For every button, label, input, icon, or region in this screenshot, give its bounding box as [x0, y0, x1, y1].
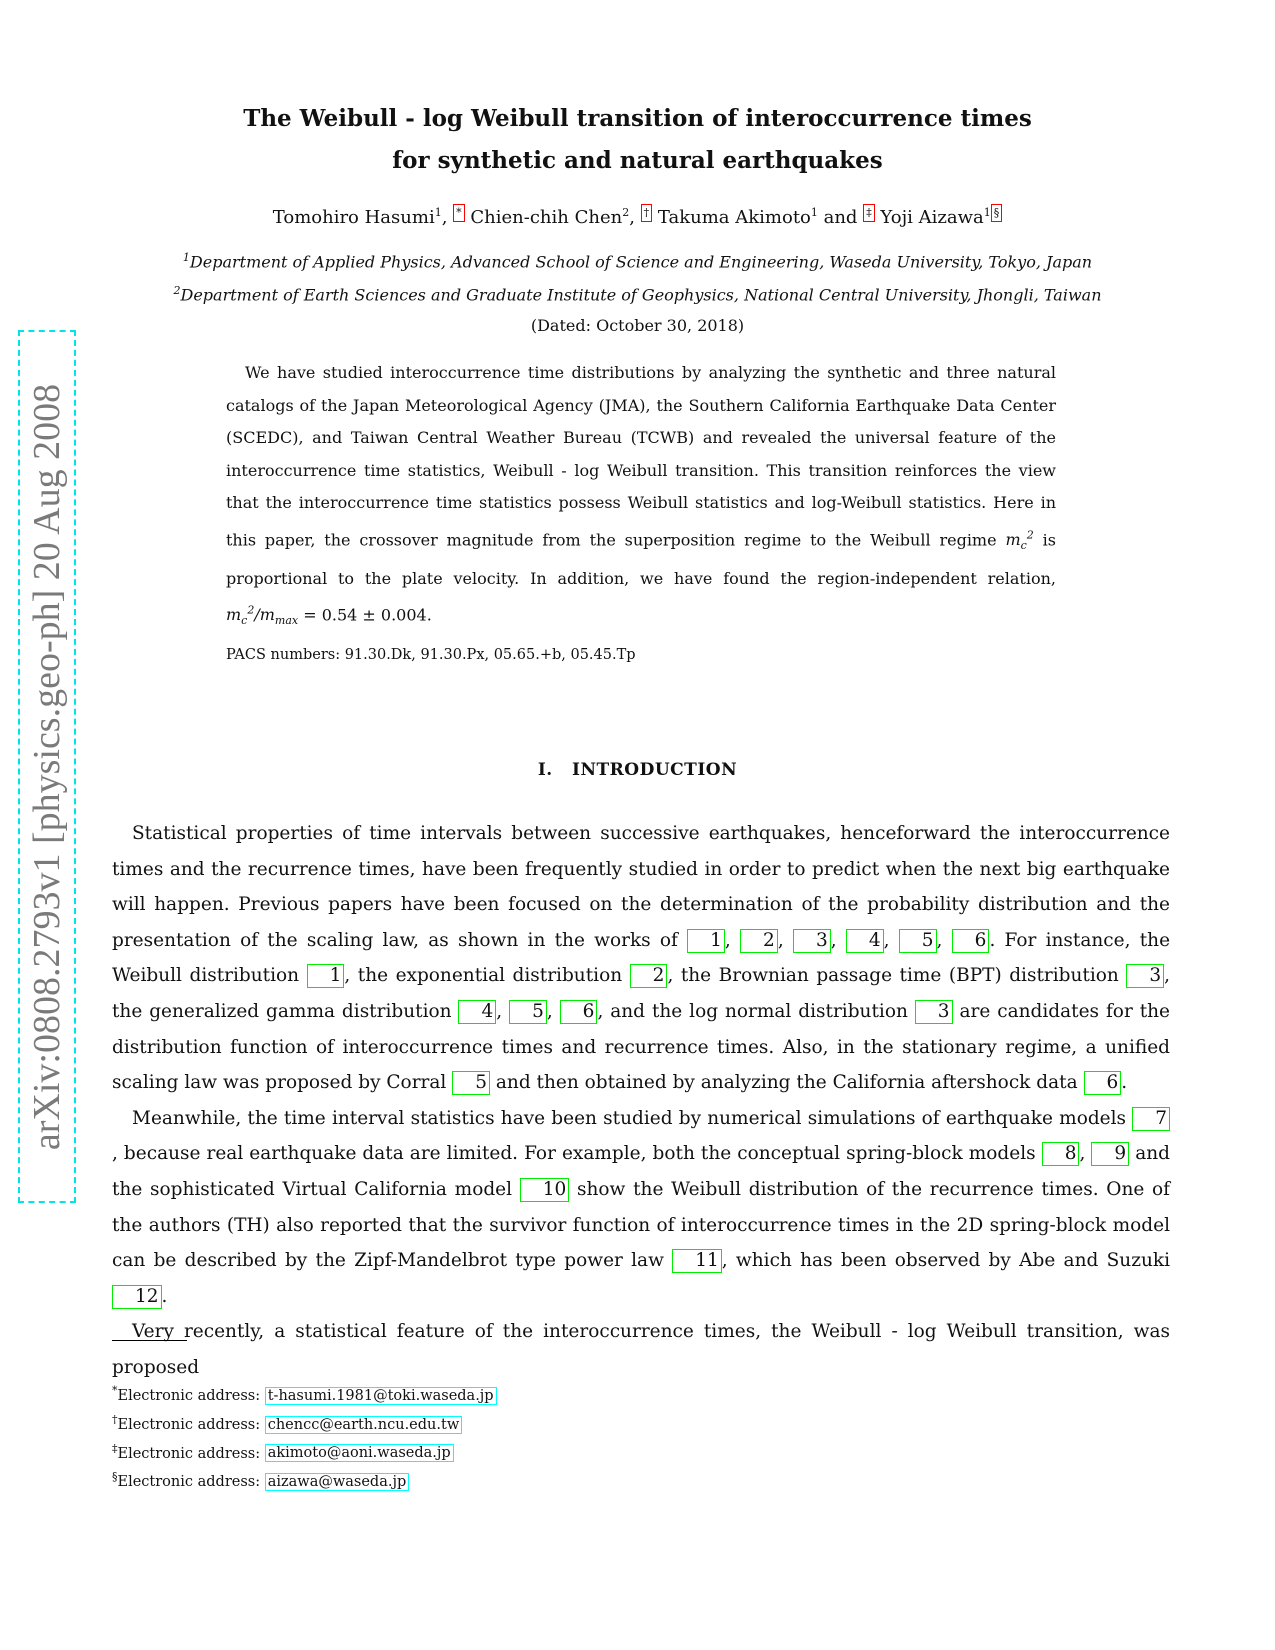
affiliation-text: Department of Applied Physics, Advanced School of Science and Engineering, Waseda University, Tokyo, Japan: [189, 252, 1093, 272]
footnote-label: Electronic address:: [117, 1474, 265, 1491]
email-link[interactable]: chencc@earth.ncu.edu.tw: [265, 1416, 463, 1434]
title-line-2: for synthetic and natural earthquakes: [392, 147, 883, 174]
author-separator: and: [817, 207, 864, 228]
author-affil-mark: 1: [434, 206, 442, 219]
footnote-link[interactable]: ‡: [863, 204, 875, 222]
abstract-text: We have studied interoccurrence time distributions by analyzing the synthetic and three natural catalogs of the Japan Meteorological Agency (JMA), the Southern California Earthquake Data Center (SCEDC), and Taiwan Central Weather Bureau (TCWB) and revealed the universal feature of the interoccurrence time statistics, Weibull - log Weibull transition. This transition reinforces the view that the interoccurrence time statistics possess Weibull statistics and log-Weibull statistics. Here in this paper, the crossover magnitude from the superposition regime to the Weibull regime: [226, 363, 1056, 549]
citation-link[interactable]: 9: [1091, 1142, 1129, 1166]
paragraph-text: , the Brownian passage time (BPT) distribution: [667, 965, 1127, 987]
author-name: Chien-chih Chen: [470, 207, 623, 228]
affiliation-text: Department of Earth Sciences and Graduate Institute of Geophysics, National Central University, Jhongli, Taiwan: [180, 285, 1102, 305]
section-title: INTRODUCTION: [572, 760, 738, 780]
affiliation-1: [0, 251, 1275, 271]
footnote: [112, 1408, 497, 1437]
author-list: [0, 204, 1275, 228]
author-separator: ,: [629, 207, 641, 228]
citation-link[interactable]: 6: [560, 1000, 598, 1024]
footnote-link[interactable]: §: [991, 204, 1003, 222]
email-link[interactable]: t-hasumi.1981@toki.waseda.jp: [265, 1387, 497, 1405]
email-link[interactable]: aizawa@waseda.jp: [265, 1473, 410, 1491]
citation-link[interactable]: 1: [307, 964, 345, 988]
abstract-text-2: is proportional to the plate velocity. In addition, we have found the region-independent relation,: [226, 529, 1056, 588]
paragraph-text: and the sophisticated Virtual California model: [112, 1143, 1170, 1200]
citation-link[interactable]: 5: [452, 1071, 490, 1095]
abstract-text-3: = 0.54 ± 0.004.: [298, 605, 432, 625]
paragraph-text: Meanwhile, the time interval statistics have been studied by numerical simulations of earthquake models: [132, 1107, 1133, 1129]
footnotes: [112, 1379, 497, 1494]
arxiv-id: arXiv:0808.2793v1 [physics.geo-ph] 20 Aug 2008: [26, 383, 68, 1150]
citation-link[interactable]: 10: [520, 1178, 570, 1202]
paragraph-text: are candidates for the distribution function of interoccurrence times and recurrence times. Also, in the stationary regime, a unified scaling law was proposed by Corral: [112, 1000, 1171, 1094]
affiliation-number: 1: [182, 251, 190, 264]
intro-paragraph-1: Statistical properties of time intervals between successive earthquakes, henceforward the interoccurrence times and the recurrence times, have been frequently studied in order to predict when the next big earthquake will happen. Previous papers have been focused on the determination of the probability distribution and the presentation of the scaling law, as shown in the works of 1 , 2 , 3 , 4 , 5 , 6 . For instance, the Weibull distribution 1 , the exponential distribution 2 , the Brownian passage time (BPT) distribution 3 , the generalized gamma distribution 4 , 5 , 6 , and the log normal distribution 3 are candidates for the distribution function of interoccurrence times and recurrence times. Also, in the stationary regime, a unified scaling law was proposed by Corral 5 and then obtained by analyzing the California aftershock data 6 .: [112, 823, 1171, 1094]
title-line-1: The Weibull - log Weibull transition of interoccurrence times: [243, 105, 1032, 132]
footnote-rule: [112, 1340, 187, 1341]
citation-link[interactable]: 2: [740, 929, 778, 953]
author-separator: ,: [441, 207, 454, 228]
footnote-label: Electronic address:: [117, 1445, 265, 1462]
citation-link[interactable]: 11: [672, 1249, 722, 1273]
citation-link[interactable]: 8: [1042, 1142, 1080, 1166]
paragraph-text: .: [161, 1285, 168, 1307]
citation-link[interactable]: 3: [915, 1000, 953, 1024]
paper-title: [0, 98, 1275, 182]
citation-link[interactable]: 1: [687, 929, 725, 953]
footnote-link[interactable]: †: [641, 204, 653, 222]
affiliation-2: [0, 284, 1275, 304]
introduction-body: [112, 816, 1170, 1386]
email-link[interactable]: akimoto@aoni.waseda.jp: [265, 1444, 454, 1462]
paragraph-text: , the generalized gamma distribution: [112, 965, 1170, 1022]
footnote-mark: §: [112, 1470, 118, 1484]
footnote: [112, 1379, 497, 1408]
paragraph-text: .: [1121, 1072, 1128, 1094]
abstract: [226, 357, 1056, 638]
intro-paragraph-3: Very recently, a statistical feature of the interoccurrence times, the Weibull - log Weibull transition, was proposed: [112, 1321, 1170, 1378]
paragraph-text: , and the log normal distribution: [597, 1000, 915, 1022]
author-name: Yoji Aizawa: [880, 207, 984, 228]
footnote-mark: *: [112, 1384, 118, 1397]
paragraph-text: and then obtained by analyzing the California aftershock data: [490, 1072, 1084, 1094]
affiliation-number: 2: [173, 284, 181, 297]
citation-link[interactable]: 6: [952, 929, 990, 953]
section-number: I.: [537, 760, 553, 780]
paragraph-text: , because real earthquake data are limited. For example, both the conceptual spring-block models: [112, 1143, 1042, 1165]
intro-paragraph-2: Meanwhile, the time interval statistics have been studied by numerical simulations of earthquake models 7, because real earthquake data are limited. For example, both the conceptual spring-block models 8 , 9 and the sophisticated Virtual California model 10 show the Weibull distribution of the recurrence times. One of the authors (TH) also reported that the survivor function of interoccurrence times in the 2D spring-block model can be described by the Zipf-Mandelbrot type power law 11 , which has been observed by Abe and Suzuki 12 .: [112, 1107, 1171, 1307]
citation-link[interactable]: 5: [509, 1000, 547, 1024]
paragraph-text: show the Weibull distribution of the recurrence times. One of the authors (TH) also reported that the survivor function of interoccurrence times in the 2D spring-block model can be described by the Zipf-Mandelbrot type power law: [112, 1178, 1171, 1272]
author-affil-mark: 1: [810, 206, 818, 219]
pacs-numbers: PACS numbers: 91.30.Dk, 91.30.Px, 05.65.+b, 05.45.Tp: [226, 647, 636, 663]
math-mc2-over-mmax: $m_c^2/m_{max}$: [226, 604, 299, 628]
citation-link[interactable]: 5: [899, 929, 937, 953]
footnote-mark: ‡: [112, 1441, 118, 1455]
paragraph-text: Statistical properties of time intervals between successive earthquakes, henceforward the interoccurrence times and the recurrence times, have been frequently studied in order to predict when the next big earthquake will happen. Previous papers have been focused on the determination of the probability distribution and the presentation of the scaling law, as shown in the works of: [112, 823, 1170, 951]
date-line: (Dated: October 30, 2018): [530, 316, 745, 335]
author-name: Takuma Akimoto: [657, 207, 811, 228]
footnote-label: Electronic address:: [117, 1416, 265, 1433]
citation-link[interactable]: 12: [112, 1285, 162, 1309]
footnote-label: Electronic address:: [117, 1387, 265, 1404]
math-mc2: $m_c^2$: [1005, 528, 1034, 553]
citation-link[interactable]: 4: [458, 1000, 496, 1024]
section-heading: [0, 760, 1275, 780]
author-name: Tomohiro Hasumi: [272, 207, 435, 228]
citation-link[interactable]: 3: [1126, 964, 1164, 988]
paragraph-text: , the exponential distribution: [344, 965, 630, 987]
citation-link[interactable]: 6: [1084, 1071, 1122, 1095]
paragraph-text: . For instance, the Weibull distribution: [112, 929, 1171, 987]
footnote: [112, 1437, 497, 1466]
footnote-mark: †: [112, 1412, 118, 1426]
paragraph-text: , which has been observed by Abe and Suzuki: [721, 1250, 1171, 1272]
author-affil-mark: 1: [983, 206, 991, 219]
author-affil-mark: 2: [622, 206, 630, 219]
citation-link[interactable]: 7: [1132, 1107, 1170, 1131]
citation-link[interactable]: 3: [793, 929, 831, 953]
citation-link[interactable]: 2: [630, 964, 668, 988]
footnote: [112, 1465, 497, 1494]
citation-link[interactable]: 4: [846, 929, 884, 953]
footnote-link[interactable]: *: [453, 204, 465, 222]
